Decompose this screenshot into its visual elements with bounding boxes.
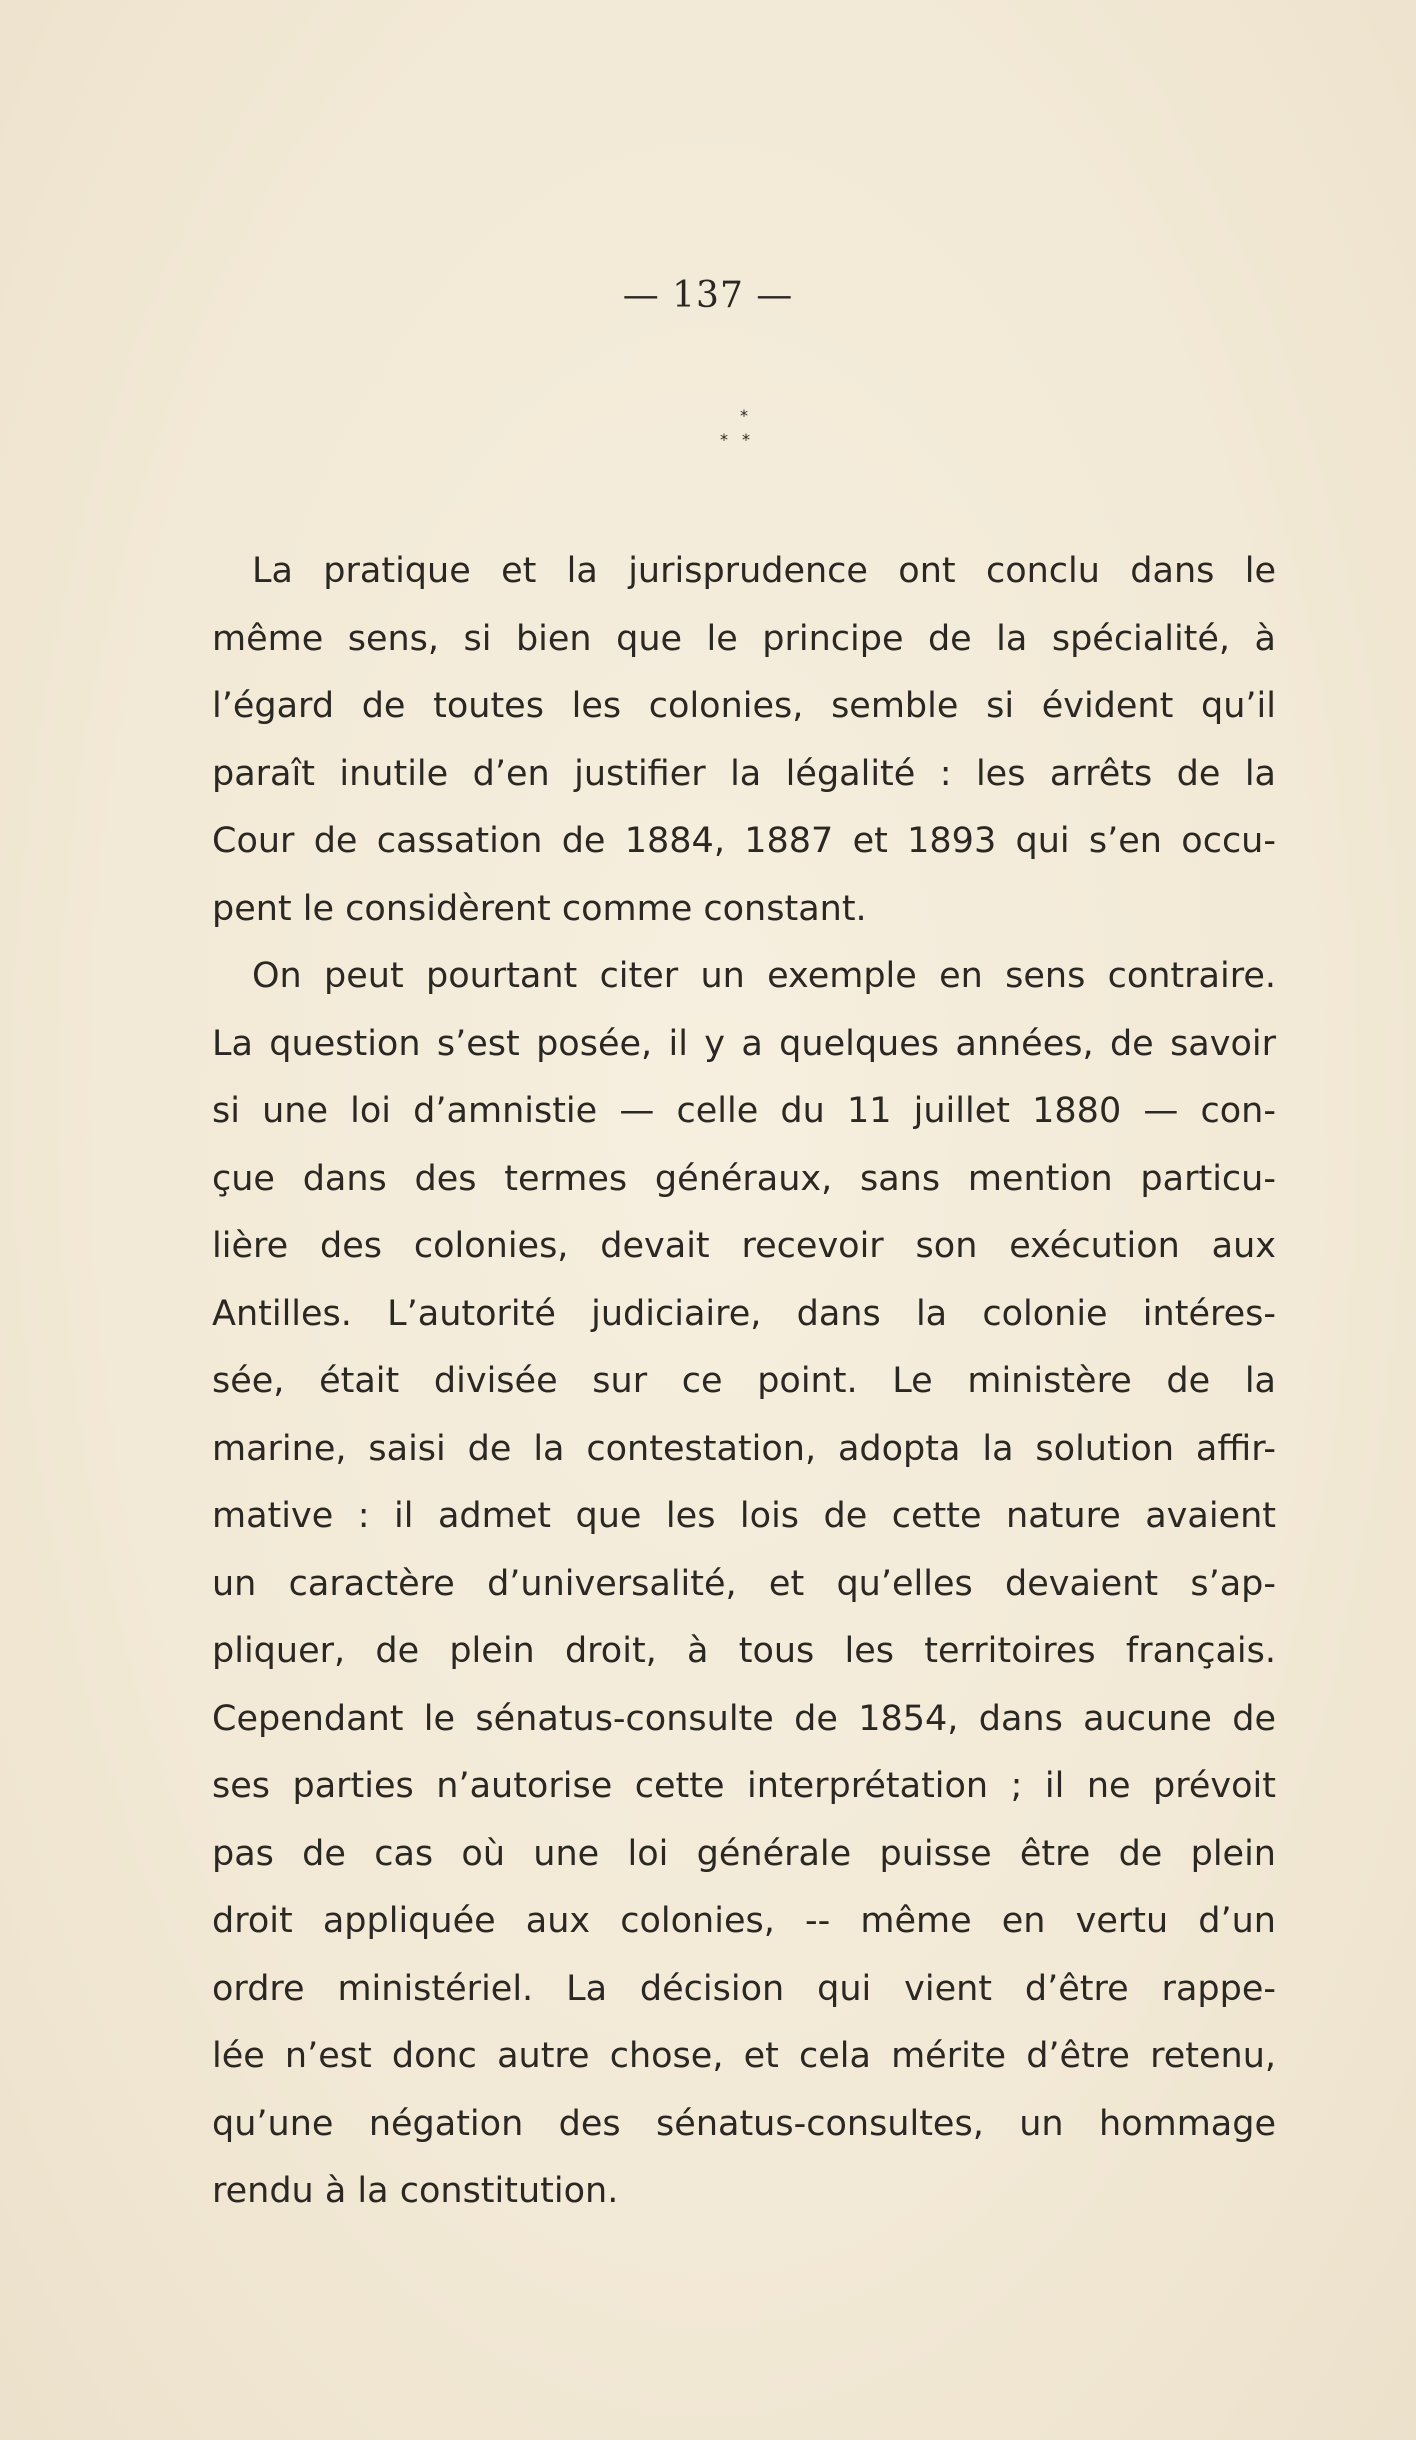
text-line: mative : il admet que les lois de cette nature avaient [212, 1496, 1276, 1536]
text-line: pas de cas où une loi générale puisse être de plein [212, 1833, 1276, 1874]
text-line: sée, était divisée sur ce point. Le ministère de la [212, 1361, 1276, 1401]
text-line: rendu à la constitution. [212, 2171, 619, 2211]
asterism-star-right: * [742, 430, 750, 449]
text-line: La question s’est posée, il y a quelques années, de savoir [212, 1023, 1276, 1064]
text-line: ordre ministériel. La décision qui vient d’être rappe- [212, 1968, 1276, 2009]
text-line: On peut pourtant citer un exemple en sens contraire. [252, 956, 1276, 996]
text-line: si une loi d’amnistie — celle du 11 juillet 1880 — con- [212, 1091, 1276, 1131]
text-line: lée n’est donc autre chose, et cela mérite d’être retenu, [212, 2036, 1276, 2076]
asterism-star-left: * [720, 430, 728, 449]
text-line: çue dans des termes généraux, sans mention particu- [212, 1158, 1276, 1199]
asterism-star-top: * [740, 406, 748, 425]
text-line: La pratique et la jurisprudence ont conclu dans le [252, 551, 1276, 591]
text-line: Cour de cassation de 1884, 1887 et 1893 qui s’en occu- [212, 821, 1276, 861]
text-line: un caractère d’universalité, et qu’elles devaient s’ap- [212, 1563, 1276, 1604]
text-line: qu’une négation des sénatus-consultes, un hommage [212, 2103, 1276, 2144]
text-line: pent le considèrent comme constant. [212, 888, 867, 929]
text-line: pliquer, de plein droit, à tous les territoires français. [212, 1631, 1276, 1671]
text-line: droit appliquée aux colonies, -- même en vertu d’un [212, 1901, 1276, 1941]
text-line: Antilles. L’autorité judiciaire, dans la colonie intéres- [212, 1293, 1276, 1334]
text-line: ses parties n’autorise cette interprétation ; il ne prévoit [212, 1766, 1276, 1806]
text-line: l’égard de toutes les colonies, semble si évident qu’il [212, 686, 1276, 726]
text-line: paraît inutile d’en justifier la légalité : les arrêts de la [212, 753, 1276, 794]
body-text [212, 538, 1276, 2226]
text-line: lière des colonies, devait recevoir son exécution aux [212, 1226, 1276, 1266]
text-line: marine, saisi de la contestation, adopta la solution affir- [212, 1428, 1276, 1469]
text-line: même sens, si bien que le principe de la spécialité, à [212, 618, 1276, 659]
text-line: Cependant le sénatus-consulte de 1854, dans aucune de [212, 1698, 1276, 1739]
page-number: — 137 — [622, 275, 794, 316]
asterism-divider [698, 408, 758, 468]
